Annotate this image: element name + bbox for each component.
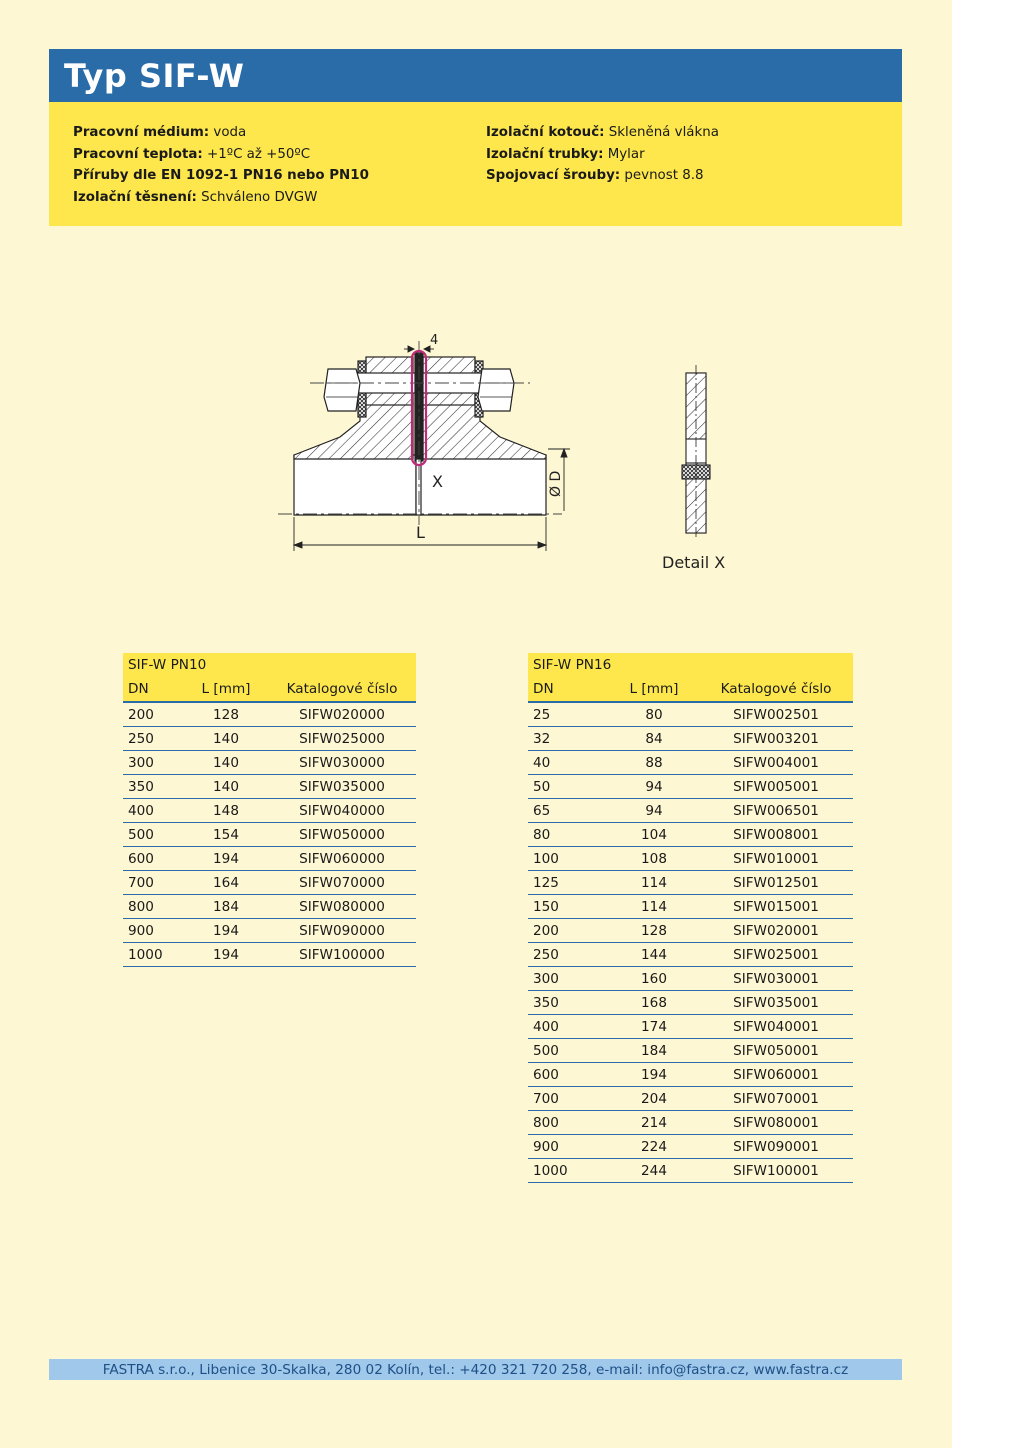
cell-length: 94 bbox=[645, 779, 663, 795]
dimension-l-label: L bbox=[416, 523, 425, 542]
cell-dn: 80 bbox=[533, 827, 551, 843]
cell-dn: 600 bbox=[128, 851, 154, 867]
table-body bbox=[528, 703, 853, 1183]
cell-catalog-number: SIFW008001 bbox=[733, 827, 819, 843]
cell-dn: 25 bbox=[533, 707, 551, 723]
cell-length: 128 bbox=[213, 707, 239, 723]
cell-dn: 125 bbox=[533, 875, 559, 891]
cell-length: 114 bbox=[641, 875, 667, 891]
spec-line bbox=[73, 122, 369, 144]
spec-value: Mylar bbox=[603, 146, 645, 162]
spec-column-right bbox=[486, 122, 719, 187]
table-row bbox=[528, 1015, 853, 1039]
cell-catalog-number: SIFW002501 bbox=[733, 707, 819, 723]
cell-dn: 200 bbox=[533, 923, 559, 939]
cell-catalog-number: SIFW070001 bbox=[733, 1091, 819, 1107]
spec-label: Spojovací šrouby: bbox=[486, 168, 621, 183]
table-row bbox=[123, 919, 416, 943]
cell-length: 194 bbox=[641, 1067, 667, 1083]
cell-length: 154 bbox=[213, 827, 239, 843]
cell-catalog-number: SIFW015001 bbox=[733, 899, 819, 915]
column-header-l: L [mm] bbox=[629, 681, 679, 697]
table-row bbox=[123, 775, 416, 799]
spec-value: Schváleno DVGW bbox=[196, 189, 318, 205]
table-row bbox=[123, 823, 416, 847]
cell-dn: 900 bbox=[533, 1139, 559, 1155]
table-row bbox=[528, 823, 853, 847]
cell-length: 88 bbox=[645, 755, 663, 771]
cell-length: 148 bbox=[213, 803, 239, 819]
table-body bbox=[123, 703, 416, 967]
table-row bbox=[123, 799, 416, 823]
cell-dn: 40 bbox=[533, 755, 551, 771]
cell-dn: 50 bbox=[533, 779, 551, 795]
table-row bbox=[123, 871, 416, 895]
cell-length: 164 bbox=[213, 875, 239, 891]
cell-length: 84 bbox=[645, 731, 663, 747]
cell-catalog-number: SIFW035000 bbox=[299, 779, 385, 795]
table-row bbox=[528, 991, 853, 1015]
cell-length: 184 bbox=[641, 1043, 667, 1059]
cell-dn: 1000 bbox=[128, 947, 163, 963]
column-header-catalog: Katalogové číslo bbox=[720, 681, 832, 697]
cell-catalog-number: SIFW050000 bbox=[299, 827, 385, 843]
table-row bbox=[528, 967, 853, 991]
table-row bbox=[528, 943, 853, 967]
column-header-l: L [mm] bbox=[201, 681, 251, 697]
cell-dn: 500 bbox=[128, 827, 154, 843]
table-row bbox=[528, 895, 853, 919]
table-row bbox=[528, 1039, 853, 1063]
cell-dn: 350 bbox=[533, 995, 559, 1011]
spec-box bbox=[49, 102, 902, 226]
spec-label: Pracovní médium: bbox=[73, 125, 210, 140]
detail-x-label: X bbox=[432, 472, 443, 491]
spec-value: voda bbox=[209, 125, 247, 140]
cell-length: 140 bbox=[213, 779, 239, 795]
cell-length: 214 bbox=[641, 1115, 667, 1131]
spec-label: Pracovní teplota: bbox=[73, 146, 203, 162]
cell-dn: 250 bbox=[128, 731, 154, 747]
cell-dn: 700 bbox=[128, 875, 154, 891]
table-row bbox=[123, 703, 416, 727]
cell-dn: 300 bbox=[128, 755, 154, 771]
cell-length: 108 bbox=[641, 851, 667, 867]
table-row bbox=[528, 1135, 853, 1159]
table-row bbox=[528, 727, 853, 751]
cell-catalog-number: SIFW040001 bbox=[733, 1019, 819, 1035]
cell-catalog-number: SIFW100001 bbox=[733, 1163, 819, 1179]
table-row bbox=[528, 1063, 853, 1087]
cell-catalog-number: SIFW005001 bbox=[733, 779, 819, 795]
table-row bbox=[528, 751, 853, 775]
table-pn10 bbox=[123, 653, 416, 967]
cell-catalog-number: SIFW030000 bbox=[299, 755, 385, 771]
cell-catalog-number: SIFW025000 bbox=[299, 731, 385, 747]
dimension-d-label: Ø D bbox=[548, 470, 564, 497]
cell-length: 94 bbox=[645, 803, 663, 819]
spec-label: Izolační kotouč: bbox=[486, 125, 605, 140]
cell-dn: 1000 bbox=[533, 1163, 568, 1179]
spec-line bbox=[486, 144, 719, 166]
table-row bbox=[528, 1111, 853, 1135]
cell-length: 80 bbox=[645, 707, 663, 723]
cell-dn: 500 bbox=[533, 1043, 559, 1059]
column-header-catalog: Katalogové číslo bbox=[286, 681, 398, 697]
dimension-4-label: 4 bbox=[430, 333, 439, 348]
table-row bbox=[123, 727, 416, 751]
table-row bbox=[528, 1087, 853, 1111]
cell-dn: 32 bbox=[533, 731, 551, 747]
cell-length: 204 bbox=[641, 1091, 667, 1107]
cell-catalog-number: SIFW020000 bbox=[299, 707, 385, 723]
spec-label: Příruby dle EN 1092-1 PN16 nebo PN10 bbox=[73, 168, 369, 183]
cell-dn: 600 bbox=[533, 1067, 559, 1083]
cell-dn: 200 bbox=[128, 707, 154, 723]
table-row bbox=[528, 775, 853, 799]
detail-x-view bbox=[682, 365, 710, 539]
table-caption: SIF-W PN10 bbox=[123, 653, 416, 677]
table-header-row bbox=[528, 677, 853, 703]
table-row bbox=[123, 751, 416, 775]
cell-length: 168 bbox=[641, 995, 667, 1011]
table-header-row bbox=[123, 677, 416, 703]
spec-label: Izolační trubky: bbox=[486, 146, 604, 162]
cell-dn: 65 bbox=[533, 803, 551, 819]
spec-column-left bbox=[73, 122, 369, 208]
cell-length: 160 bbox=[641, 971, 667, 987]
technical-drawing bbox=[270, 325, 740, 585]
cell-length: 140 bbox=[213, 731, 239, 747]
cell-catalog-number: SIFW010001 bbox=[733, 851, 819, 867]
table-row bbox=[528, 799, 853, 823]
cell-dn: 800 bbox=[533, 1115, 559, 1131]
cell-catalog-number: SIFW050001 bbox=[733, 1043, 819, 1059]
cell-catalog-number: SIFW100000 bbox=[299, 947, 385, 963]
cell-dn: 400 bbox=[128, 803, 154, 819]
cell-catalog-number: SIFW060001 bbox=[733, 1067, 819, 1083]
cell-catalog-number: SIFW003201 bbox=[733, 731, 819, 747]
cell-dn: 350 bbox=[128, 779, 154, 795]
cell-dn: 800 bbox=[128, 899, 154, 915]
table-row bbox=[123, 943, 416, 967]
cell-dn: 250 bbox=[533, 947, 559, 963]
cell-dn: 900 bbox=[128, 923, 154, 939]
table-row bbox=[528, 1159, 853, 1183]
cell-length: 194 bbox=[213, 923, 239, 939]
cell-length: 224 bbox=[641, 1139, 667, 1155]
table-row bbox=[123, 847, 416, 871]
spec-value: +1ºC až +50ºC bbox=[202, 146, 311, 162]
cell-catalog-number: SIFW035001 bbox=[733, 995, 819, 1011]
spec-line bbox=[73, 165, 369, 187]
table-row bbox=[123, 895, 416, 919]
spec-value: pevnost 8.8 bbox=[620, 168, 704, 183]
cell-dn: 700 bbox=[533, 1091, 559, 1107]
cell-catalog-number: SIFW080000 bbox=[299, 899, 385, 915]
cell-length: 114 bbox=[641, 899, 667, 915]
cell-catalog-number: SIFW070000 bbox=[299, 875, 385, 891]
spec-line bbox=[486, 122, 719, 144]
cell-length: 194 bbox=[213, 947, 239, 963]
cell-catalog-number: SIFW040000 bbox=[299, 803, 385, 819]
detail-x-caption: Detail X bbox=[662, 553, 726, 572]
cell-dn: 400 bbox=[533, 1019, 559, 1035]
spec-line bbox=[73, 144, 369, 166]
cell-length: 174 bbox=[641, 1019, 667, 1035]
cell-length: 184 bbox=[213, 899, 239, 915]
cell-dn: 150 bbox=[533, 899, 559, 915]
cell-catalog-number: SIFW060000 bbox=[299, 851, 385, 867]
cell-length: 244 bbox=[641, 1163, 667, 1179]
cell-catalog-number: SIFW030001 bbox=[733, 971, 819, 987]
table-row bbox=[528, 847, 853, 871]
cell-catalog-number: SIFW004001 bbox=[733, 755, 819, 771]
cell-catalog-number: SIFW020001 bbox=[733, 923, 819, 939]
table-pn16 bbox=[528, 653, 853, 1183]
title-bar bbox=[49, 49, 902, 102]
table-row bbox=[528, 703, 853, 727]
cell-length: 104 bbox=[641, 827, 667, 843]
cell-catalog-number: SIFW006501 bbox=[733, 803, 819, 819]
cell-length: 144 bbox=[641, 947, 667, 963]
spec-line bbox=[486, 165, 719, 187]
spec-label: Izolační těsnení: bbox=[73, 189, 197, 205]
footer-contact: FASTRA s.r.o., Libenice 30-Skalka, 280 02 Kolín, tel.: +420 321 720 258, e-mail: info@fastra.cz, www.fastra.cz bbox=[49, 1359, 902, 1380]
flange-section bbox=[294, 353, 546, 515]
cell-dn: 300 bbox=[533, 971, 559, 987]
cell-length: 140 bbox=[213, 755, 239, 771]
column-header-dn: DN bbox=[533, 681, 554, 697]
spec-value: Skleněná vlákna bbox=[604, 125, 719, 140]
page-title: Typ SIF-W bbox=[64, 57, 245, 95]
cell-dn: 100 bbox=[533, 851, 559, 867]
cell-length: 194 bbox=[213, 851, 239, 867]
cell-catalog-number: SIFW025001 bbox=[733, 947, 819, 963]
cell-catalog-number: SIFW090000 bbox=[299, 923, 385, 939]
table-row bbox=[528, 871, 853, 895]
column-header-dn: DN bbox=[128, 681, 149, 697]
cell-catalog-number: SIFW080001 bbox=[733, 1115, 819, 1131]
cell-catalog-number: SIFW012501 bbox=[733, 875, 819, 891]
table-caption: SIF-W PN16 bbox=[528, 653, 853, 677]
cell-length: 128 bbox=[641, 923, 667, 939]
cell-catalog-number: SIFW090001 bbox=[733, 1139, 819, 1155]
table-row bbox=[528, 919, 853, 943]
spec-line bbox=[73, 187, 369, 209]
